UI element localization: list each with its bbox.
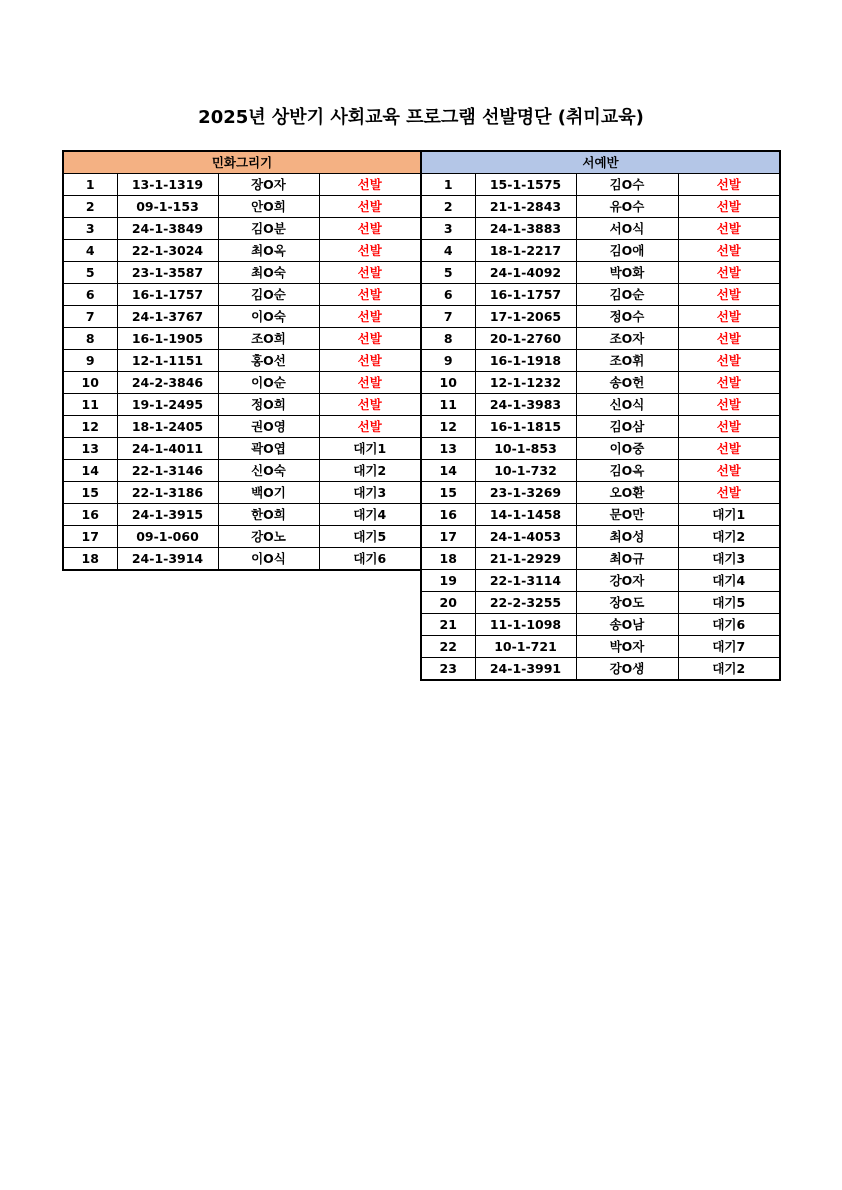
member-name-cell: 김O옥 bbox=[576, 460, 678, 482]
member-id-cell: 18-1-2217 bbox=[475, 240, 576, 262]
member-name-cell: 정O수 bbox=[576, 306, 678, 328]
member-name-cell: 최O성 bbox=[576, 526, 678, 548]
row-number-cell: 10 bbox=[421, 372, 475, 394]
row-number-cell: 9 bbox=[63, 350, 117, 372]
member-id-cell: 22-1-3186 bbox=[117, 482, 218, 504]
status-cell: 대기2 bbox=[319, 460, 421, 482]
row-number-cell: 5 bbox=[63, 262, 117, 284]
table-row bbox=[421, 614, 780, 636]
row-number-cell: 12 bbox=[63, 416, 117, 438]
status-cell: 선발 bbox=[678, 460, 780, 482]
row-number-cell: 22 bbox=[421, 636, 475, 658]
status-cell: 선발 bbox=[678, 196, 780, 218]
member-name-cell: 유O수 bbox=[576, 196, 678, 218]
member-name-cell: 강O자 bbox=[576, 570, 678, 592]
member-id-cell: 22-1-3024 bbox=[117, 240, 218, 262]
member-id-cell: 16-1-1757 bbox=[475, 284, 576, 306]
member-id-cell: 24-1-3914 bbox=[117, 548, 218, 571]
status-cell: 선발 bbox=[678, 416, 780, 438]
table-row bbox=[421, 636, 780, 658]
row-number-cell: 14 bbox=[63, 460, 117, 482]
member-name-cell: 신O식 bbox=[576, 394, 678, 416]
member-id-cell: 21-1-2929 bbox=[475, 548, 576, 570]
row-number-cell: 16 bbox=[421, 504, 475, 526]
row-number-cell: 1 bbox=[421, 174, 475, 196]
row-number-cell: 16 bbox=[63, 504, 117, 526]
table-row bbox=[421, 658, 780, 681]
row-number-cell: 3 bbox=[63, 218, 117, 240]
table-row bbox=[421, 174, 780, 196]
status-cell: 선발 bbox=[319, 350, 421, 372]
table-row bbox=[421, 350, 780, 372]
status-cell: 선발 bbox=[678, 262, 780, 284]
status-cell: 선발 bbox=[319, 240, 421, 262]
status-cell: 대기3 bbox=[319, 482, 421, 504]
row-number-cell: 12 bbox=[421, 416, 475, 438]
left-roster-table bbox=[62, 150, 422, 571]
member-id-cell: 10-1-721 bbox=[475, 636, 576, 658]
row-number-cell: 15 bbox=[63, 482, 117, 504]
row-number-cell: 11 bbox=[63, 394, 117, 416]
status-cell: 선발 bbox=[319, 328, 421, 350]
member-id-cell: 24-1-4011 bbox=[117, 438, 218, 460]
member-id-cell: 21-1-2843 bbox=[475, 196, 576, 218]
table-row bbox=[63, 196, 421, 218]
table-row bbox=[421, 592, 780, 614]
row-number-cell: 8 bbox=[63, 328, 117, 350]
table-row bbox=[421, 460, 780, 482]
table-row bbox=[63, 350, 421, 372]
row-number-cell: 19 bbox=[421, 570, 475, 592]
member-id-cell: 12-1-1151 bbox=[117, 350, 218, 372]
member-id-cell: 19-1-2495 bbox=[117, 394, 218, 416]
status-cell: 대기7 bbox=[678, 636, 780, 658]
status-cell: 선발 bbox=[678, 372, 780, 394]
status-cell: 대기5 bbox=[678, 592, 780, 614]
row-number-cell: 11 bbox=[421, 394, 475, 416]
member-name-cell: 신O숙 bbox=[218, 460, 319, 482]
status-cell: 선발 bbox=[319, 394, 421, 416]
member-name-cell: 강O생 bbox=[576, 658, 678, 681]
member-name-cell: 김O분 bbox=[218, 218, 319, 240]
row-number-cell: 17 bbox=[63, 526, 117, 548]
status-cell: 선발 bbox=[678, 438, 780, 460]
status-cell: 대기1 bbox=[319, 438, 421, 460]
member-name-cell: 김O순 bbox=[218, 284, 319, 306]
row-number-cell: 6 bbox=[63, 284, 117, 306]
status-cell: 선발 bbox=[678, 218, 780, 240]
status-cell: 선발 bbox=[319, 306, 421, 328]
member-id-cell: 12-1-1232 bbox=[475, 372, 576, 394]
row-number-cell: 7 bbox=[63, 306, 117, 328]
member-name-cell: 서O식 bbox=[576, 218, 678, 240]
status-cell: 선발 bbox=[319, 218, 421, 240]
status-cell: 선발 bbox=[319, 262, 421, 284]
table-row bbox=[421, 548, 780, 570]
member-name-cell: 장O자 bbox=[218, 174, 319, 196]
row-number-cell: 9 bbox=[421, 350, 475, 372]
row-number-cell: 15 bbox=[421, 482, 475, 504]
member-name-cell: 조O휘 bbox=[576, 350, 678, 372]
status-cell: 선발 bbox=[319, 416, 421, 438]
table-row bbox=[421, 372, 780, 394]
row-number-cell: 5 bbox=[421, 262, 475, 284]
status-cell: 대기2 bbox=[678, 526, 780, 548]
member-id-cell: 24-1-3767 bbox=[117, 306, 218, 328]
table-row bbox=[63, 438, 421, 460]
row-number-cell: 17 bbox=[421, 526, 475, 548]
member-id-cell: 16-1-1757 bbox=[117, 284, 218, 306]
status-cell: 선발 bbox=[319, 284, 421, 306]
member-id-cell: 24-1-3849 bbox=[117, 218, 218, 240]
row-number-cell: 1 bbox=[63, 174, 117, 196]
table-row bbox=[63, 416, 421, 438]
member-name-cell: 이O숙 bbox=[218, 306, 319, 328]
status-cell: 대기4 bbox=[678, 570, 780, 592]
member-id-cell: 24-1-3883 bbox=[475, 218, 576, 240]
row-number-cell: 23 bbox=[421, 658, 475, 681]
member-name-cell: 장O도 bbox=[576, 592, 678, 614]
member-name-cell: 조O자 bbox=[576, 328, 678, 350]
table-row bbox=[63, 306, 421, 328]
member-name-cell: 정O희 bbox=[218, 394, 319, 416]
member-id-cell: 24-1-3915 bbox=[117, 504, 218, 526]
member-id-cell: 15-1-1575 bbox=[475, 174, 576, 196]
member-name-cell: 최O숙 bbox=[218, 262, 319, 284]
page-title: 2025년 상반기 사회교육 프로그램 선발명단 (취미교육) bbox=[198, 107, 644, 128]
status-cell: 선발 bbox=[678, 174, 780, 196]
member-id-cell: 17-1-2065 bbox=[475, 306, 576, 328]
member-id-cell: 09-1-153 bbox=[117, 196, 218, 218]
member-name-cell: 조O희 bbox=[218, 328, 319, 350]
member-id-cell: 13-1-1319 bbox=[117, 174, 218, 196]
member-id-cell: 11-1-1098 bbox=[475, 614, 576, 636]
member-name-cell: 이O중 bbox=[576, 438, 678, 460]
member-name-cell: 문O만 bbox=[576, 504, 678, 526]
member-name-cell: 이O순 bbox=[218, 372, 319, 394]
status-cell: 선발 bbox=[678, 394, 780, 416]
member-name-cell: 김O애 bbox=[576, 240, 678, 262]
status-cell: 선발 bbox=[678, 306, 780, 328]
member-id-cell: 22-1-3146 bbox=[117, 460, 218, 482]
row-number-cell: 4 bbox=[421, 240, 475, 262]
status-cell: 선발 bbox=[678, 240, 780, 262]
status-cell: 대기1 bbox=[678, 504, 780, 526]
row-number-cell: 2 bbox=[63, 196, 117, 218]
table-row bbox=[63, 482, 421, 504]
row-number-cell: 6 bbox=[421, 284, 475, 306]
row-number-cell: 2 bbox=[421, 196, 475, 218]
row-number-cell: 21 bbox=[421, 614, 475, 636]
right-table-body bbox=[421, 174, 780, 681]
row-number-cell: 14 bbox=[421, 460, 475, 482]
status-cell: 선발 bbox=[319, 196, 421, 218]
table-row bbox=[421, 306, 780, 328]
table-row bbox=[421, 262, 780, 284]
member-name-cell: 홍O선 bbox=[218, 350, 319, 372]
row-number-cell: 20 bbox=[421, 592, 475, 614]
table-row bbox=[63, 526, 421, 548]
table-row bbox=[421, 284, 780, 306]
table-row bbox=[63, 218, 421, 240]
table-row bbox=[421, 570, 780, 592]
table-row bbox=[63, 504, 421, 526]
member-name-cell: 안O희 bbox=[218, 196, 319, 218]
row-number-cell: 13 bbox=[63, 438, 117, 460]
member-id-cell: 22-2-3255 bbox=[475, 592, 576, 614]
row-number-cell: 3 bbox=[421, 218, 475, 240]
member-id-cell: 24-1-4053 bbox=[475, 526, 576, 548]
table-row bbox=[421, 438, 780, 460]
member-id-cell: 16-1-1815 bbox=[475, 416, 576, 438]
member-id-cell: 16-1-1905 bbox=[117, 328, 218, 350]
member-name-cell: 김O수 bbox=[576, 174, 678, 196]
status-cell: 대기6 bbox=[678, 614, 780, 636]
left-table-body bbox=[63, 174, 421, 571]
right-roster-table bbox=[420, 150, 781, 681]
table-row bbox=[63, 372, 421, 394]
member-name-cell: 강O노 bbox=[218, 526, 319, 548]
member-id-cell: 10-1-732 bbox=[475, 460, 576, 482]
status-cell: 대기3 bbox=[678, 548, 780, 570]
table-row bbox=[63, 240, 421, 262]
table-row bbox=[421, 394, 780, 416]
table-row bbox=[421, 482, 780, 504]
table-row bbox=[421, 526, 780, 548]
status-cell: 선발 bbox=[678, 350, 780, 372]
member-id-cell: 18-1-2405 bbox=[117, 416, 218, 438]
status-cell: 선발 bbox=[678, 328, 780, 350]
table-row bbox=[421, 218, 780, 240]
table-row bbox=[421, 196, 780, 218]
table-row bbox=[63, 262, 421, 284]
member-name-cell: 송O남 bbox=[576, 614, 678, 636]
member-name-cell: 곽O엽 bbox=[218, 438, 319, 460]
table-row bbox=[63, 460, 421, 482]
status-cell: 대기6 bbox=[319, 548, 421, 571]
member-name-cell: 오O환 bbox=[576, 482, 678, 504]
member-id-cell: 14-1-1458 bbox=[475, 504, 576, 526]
member-id-cell: 10-1-853 bbox=[475, 438, 576, 460]
member-id-cell: 24-1-3991 bbox=[475, 658, 576, 681]
member-id-cell: 09-1-060 bbox=[117, 526, 218, 548]
table-row bbox=[63, 328, 421, 350]
status-cell: 선발 bbox=[678, 482, 780, 504]
member-id-cell: 23-1-3587 bbox=[117, 262, 218, 284]
status-cell: 선발 bbox=[319, 174, 421, 196]
member-name-cell: 최O규 bbox=[576, 548, 678, 570]
table-row bbox=[63, 174, 421, 196]
member-id-cell: 24-2-3846 bbox=[117, 372, 218, 394]
member-id-cell: 22-1-3114 bbox=[475, 570, 576, 592]
row-number-cell: 18 bbox=[63, 548, 117, 571]
table-row bbox=[421, 504, 780, 526]
table-row bbox=[63, 394, 421, 416]
member-name-cell: 한O희 bbox=[218, 504, 319, 526]
status-cell: 대기4 bbox=[319, 504, 421, 526]
member-name-cell: 박O화 bbox=[576, 262, 678, 284]
table-row bbox=[421, 416, 780, 438]
left-table-header-row bbox=[63, 151, 421, 174]
member-name-cell: 최O옥 bbox=[218, 240, 319, 262]
row-number-cell: 4 bbox=[63, 240, 117, 262]
member-name-cell: 이O식 bbox=[218, 548, 319, 571]
right-table-header-row bbox=[421, 151, 780, 174]
member-id-cell: 24-1-3983 bbox=[475, 394, 576, 416]
member-id-cell: 16-1-1918 bbox=[475, 350, 576, 372]
member-name-cell: 김O삼 bbox=[576, 416, 678, 438]
status-cell: 선발 bbox=[319, 372, 421, 394]
member-id-cell: 24-1-4092 bbox=[475, 262, 576, 284]
status-cell: 대기2 bbox=[678, 658, 780, 681]
row-number-cell: 8 bbox=[421, 328, 475, 350]
member-id-cell: 23-1-3269 bbox=[475, 482, 576, 504]
status-cell: 대기5 bbox=[319, 526, 421, 548]
status-cell: 선발 bbox=[678, 284, 780, 306]
table-row bbox=[421, 328, 780, 350]
member-name-cell: 송O헌 bbox=[576, 372, 678, 394]
table-row bbox=[63, 284, 421, 306]
member-name-cell: 백O기 bbox=[218, 482, 319, 504]
row-number-cell: 18 bbox=[421, 548, 475, 570]
member-id-cell: 20-1-2760 bbox=[475, 328, 576, 350]
row-number-cell: 7 bbox=[421, 306, 475, 328]
table-row bbox=[421, 240, 780, 262]
member-name-cell: 권O영 bbox=[218, 416, 319, 438]
member-name-cell: 김O순 bbox=[576, 284, 678, 306]
right-table-header: 서예반 bbox=[421, 151, 780, 174]
table-row bbox=[63, 548, 421, 571]
row-number-cell: 10 bbox=[63, 372, 117, 394]
row-number-cell: 13 bbox=[421, 438, 475, 460]
left-table-header: 민화그리기 bbox=[63, 151, 421, 174]
member-name-cell: 박O자 bbox=[576, 636, 678, 658]
